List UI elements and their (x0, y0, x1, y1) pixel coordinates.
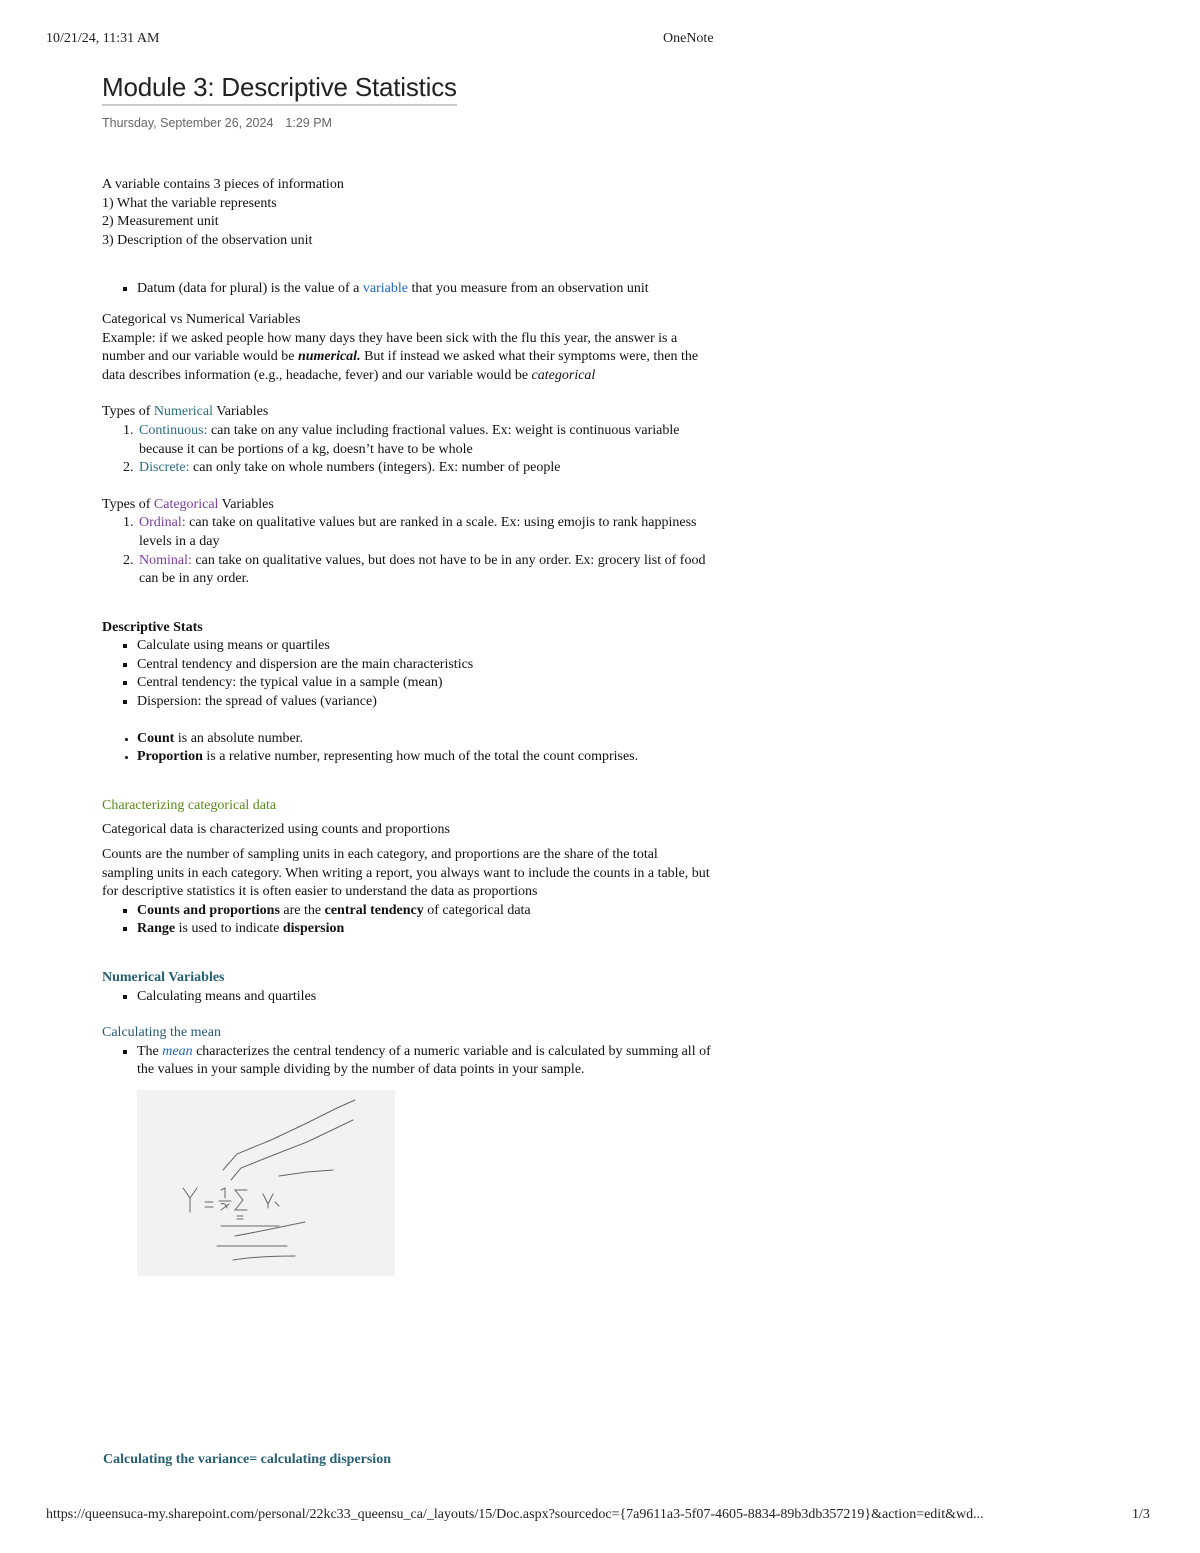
descstats-heading: Descriptive Stats (102, 619, 203, 635)
descstats-list (102, 637, 712, 711)
intro-line: 3) Description of the observation unit (102, 232, 313, 248)
list-item: 2. Discrete: can only take on whole numbers (integers). Ex: number of people (137, 459, 712, 478)
print-app-name: OneNote (663, 31, 714, 46)
numvars-heading: Numerical Variables (102, 970, 225, 985)
page-time: 1:29 PM (285, 116, 332, 130)
list-item: 1. Ordinal: can take on qualitative values but are ranked in a scale. Ex: using emojis to rank happiness levels in a day (137, 514, 712, 551)
list-item: 2. Nominal: can take on qualitative values, but does not have to be in any order. Ex: grocery list of food can be in any order. (137, 552, 712, 589)
cattypes-heading: Types of Categorical Variables (102, 496, 274, 512)
page-title: Module 3: Descriptive Statistics (102, 72, 457, 106)
mean-heading: Calculating the mean (102, 1025, 221, 1041)
list-item: ▪ Central tendency: the typical value in a sample (mean) (137, 674, 712, 693)
list-item: • Count is an absolute number. (137, 730, 712, 749)
count-proportion-list (102, 730, 712, 767)
mean-formula-sketch-image (137, 1090, 395, 1276)
numtypes-list (102, 422, 712, 478)
page-date: Thursday, September 26, 2024 (102, 116, 274, 130)
catnum-heading: Categorical vs Numerical Variables (102, 311, 301, 327)
charcat-heading: Characterizing categorical data (102, 797, 277, 813)
list-item: ▪ Central tendency and dispersion are the main characteristics (137, 656, 712, 675)
list-item: ▪ Counts and proportions are the central tendency of categorical data (137, 902, 712, 921)
page-datetime (102, 116, 332, 130)
variable-link[interactable]: variable (362, 281, 408, 297)
charcat-list (102, 902, 712, 939)
catnum-example: Example: if we asked people how many days they have been sick with the flu this year, the answer is a number and our variable would be numerical. But if instead we asked what their symptoms were, then the data describes information (e.g., headache, fever) and our variable would be categorical (102, 330, 699, 383)
datum-list (102, 280, 712, 299)
list-item: ▪ Dispersion: the spread of values (variance) (137, 693, 712, 712)
charcat-paragraph: Counts are the number of sampling units in each category, and proportions are the share of the total sampling units in each category. When writing a report, you always want to include the counts in a table, but for descriptive statistics it is often easier to understand the data as proportions (102, 847, 710, 900)
list-item: ▪ Range is used to indicate dispersion (137, 920, 712, 939)
list-item: ▪ Calculating means and quartiles (137, 988, 712, 1007)
charcat-paragraph: Categorical data is characterized using counts and proportions (102, 822, 450, 838)
mean-list (102, 1043, 712, 1080)
intro-line: 1) What the variable represents (102, 195, 277, 211)
variance-heading: Calculating the variance= calculating dispersion (103, 1452, 391, 1467)
page-number: 1/3 (1132, 1507, 1150, 1522)
note-content (102, 176, 712, 1276)
numtypes-heading: Types of Numerical Variables (102, 404, 269, 420)
list-item: 1. Continuous: can take on any value including fractional values. Ex: weight is continuous variable because it can be portions of a kg, doesn’t have to be whole (137, 422, 712, 459)
numvars-list (102, 988, 712, 1007)
datum-item: ▪ Datum (data for plural) is the value of a variable that you measure from an observation unit (137, 280, 712, 299)
print-url: https://queensuca-my.sharepoint.com/personal/22kc33_queensu_ca/_layouts/15/Doc.aspx?sourcedoc={7a9611a3-5f07-4605-8834-89b3db357219}&action=edit&wd... (46, 1507, 984, 1522)
cattypes-list (102, 514, 712, 588)
list-item: ▪ The mean characterizes the central tendency of a numeric variable and is calculated by summing all of the values in your sample dividing by the number of data points in your sample. (137, 1043, 712, 1080)
list-item: • Proportion is a relative number, representing how much of the total the count comprises. (137, 748, 712, 767)
list-item: ▪ Calculate using means or quartiles (137, 637, 712, 656)
intro-line: A variable contains 3 pieces of information (102, 177, 344, 192)
intro-line: 2) Measurement unit (102, 214, 219, 230)
print-timestamp: 10/21/24, 11:31 AM (46, 31, 160, 46)
